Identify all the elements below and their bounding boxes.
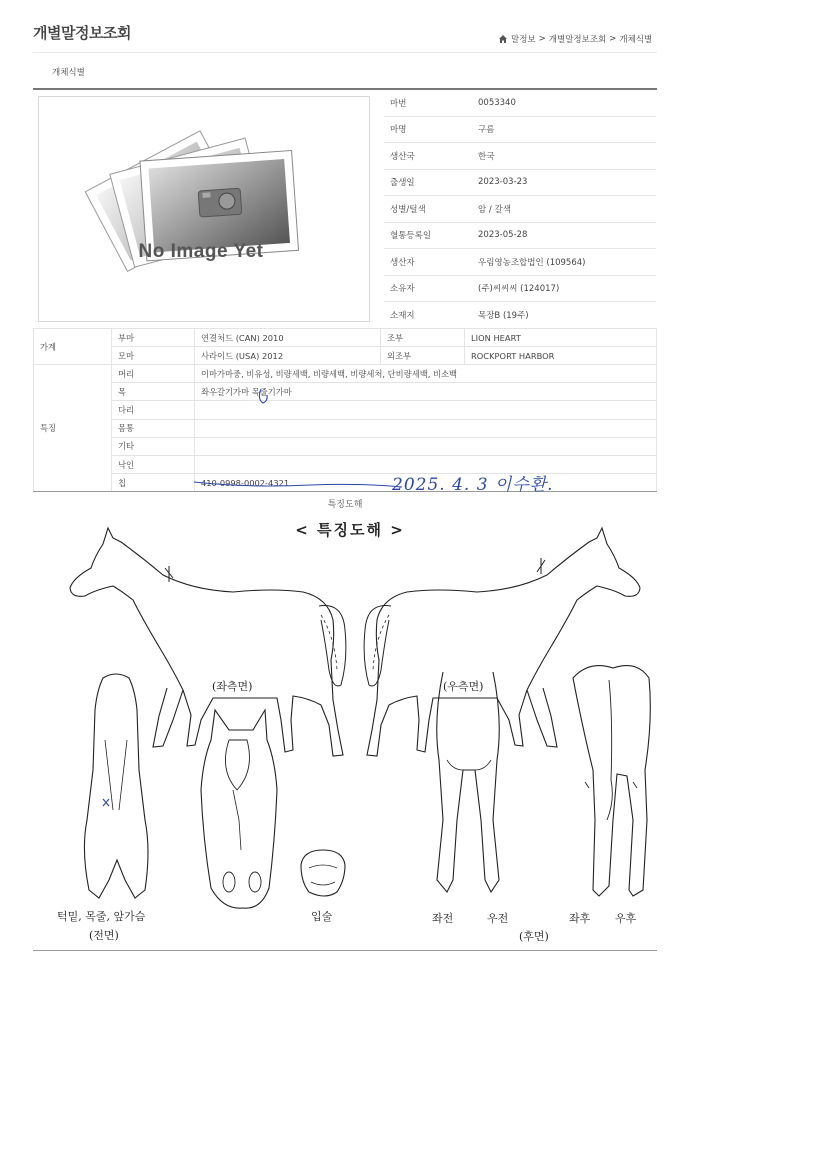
face-view-outline (201, 710, 277, 908)
info-value: 2023-05-28 (472, 222, 656, 249)
table-row (34, 365, 657, 383)
horse-info-table (384, 90, 656, 329)
diagram-bottom-divider (33, 950, 657, 951)
grandsire-value: LION HEART (465, 329, 657, 347)
feature-label: 목 (112, 383, 195, 401)
pedigree-table (33, 328, 657, 365)
table-row (384, 116, 656, 143)
info-label: 생산자 (384, 249, 472, 276)
info-label: 생산국 (384, 143, 472, 170)
info-label: 성별/털색 (384, 196, 472, 223)
no-image-icon (39, 97, 369, 321)
feature-value: 좌우갈기가마 목줄기가마 (195, 383, 657, 401)
front-parts-label: 턱밑, 목줄, 앞가슴 (57, 910, 146, 923)
table-row (384, 90, 656, 116)
header-divider (33, 52, 657, 53)
feature-value (195, 437, 657, 455)
horse-photo-placeholder (38, 96, 370, 322)
feature-label: 다리 (112, 401, 195, 419)
feature-label: 낙인 (112, 455, 195, 473)
left-side-horse-outline (70, 528, 346, 756)
table-row (34, 383, 657, 401)
feature-label: 칩 (112, 474, 195, 492)
table-row (384, 222, 656, 249)
table-row (384, 143, 656, 170)
feature-label: 기타 (112, 437, 195, 455)
chip-underline-mark (190, 476, 405, 490)
lips-view-outline (301, 850, 345, 896)
info-value: 암 / 갈색 (472, 196, 656, 223)
breadcrumb-item-identification: 개체식별 (619, 35, 653, 45)
feature-value: 410-0998-0002-4321 (195, 474, 657, 492)
info-value: 2023-03-23 (472, 169, 656, 196)
dam-label: 모마 (112, 347, 195, 365)
left-hind-label: 좌후 (569, 912, 591, 925)
feature-label: 몸통 (112, 419, 195, 437)
grandsire-label: 조부 (381, 329, 465, 347)
home-icon[interactable] (498, 34, 508, 44)
pedigree-group-label: 가계 (34, 329, 112, 365)
breadcrumb-item-individual-search[interactable]: 개별말정보조회 (548, 35, 607, 45)
page-title: 개별말정보조회 (33, 24, 131, 42)
horse-markings-diagram (33, 520, 657, 950)
info-label: 소재지 (384, 302, 472, 329)
table-row (34, 401, 657, 419)
table-row (384, 169, 656, 196)
feature-value (195, 419, 657, 437)
left-front-label: 좌전 (432, 912, 454, 925)
breadcrumb-item-horse-info[interactable]: 말정보 (511, 35, 536, 45)
info-label: 마번 (384, 90, 472, 116)
dam-value: 사라이드 (USA) 2012 (195, 347, 381, 365)
info-value: 우림영농조합법인 (109564) (472, 249, 656, 276)
tab-identification[interactable]: 개체식별 (52, 68, 85, 78)
table-row (384, 302, 656, 329)
feature-value: 이마가마중, 비유성, 비량세백, 비량세백, 비량세처, 단비량세백, 비소백 (195, 365, 657, 383)
damsire-value: ROCKPORT HARBOR (465, 347, 657, 365)
info-value: 구름 (472, 116, 656, 143)
neck-pen-mark (255, 387, 271, 407)
info-label: 혈통등록일 (384, 222, 472, 249)
info-value: 목장B (19주) (472, 302, 656, 329)
right-hind-label: 우후 (615, 912, 637, 925)
info-label: 마명 (384, 116, 472, 143)
info-label: 소유자 (384, 275, 472, 302)
right-side-label: (우측면) (443, 680, 484, 693)
left-side-label: (좌측면) (212, 680, 253, 693)
breadcrumb-separator: > (609, 34, 617, 44)
breadcrumb-separator: > (538, 34, 546, 44)
front-view-label: (전면) (89, 929, 119, 942)
right-side-horse-outline (364, 528, 640, 756)
feature-label: 머리 (112, 365, 195, 383)
features-group-label: 특징 (34, 365, 112, 492)
no-image-text: No Image Yet (138, 241, 264, 262)
sire-value: 연결처드 (CAN) 2010 (195, 329, 381, 347)
table-row (384, 249, 656, 276)
info-value: 0053340 (472, 90, 656, 116)
table-row (34, 329, 657, 347)
table-row (34, 419, 657, 437)
info-label: 출생일 (384, 169, 472, 196)
handwritten-signature-date: 2025. 4. 3 이수환. (392, 475, 554, 495)
features-bottom-divider (33, 491, 657, 492)
table-row (384, 196, 656, 223)
sire-label: 부마 (112, 329, 195, 347)
hind-view-outline (573, 666, 650, 896)
lips-label: 입술 (311, 910, 333, 923)
table-row (34, 455, 657, 473)
front-view-outline (84, 674, 148, 898)
front-legs-outline (437, 672, 500, 892)
info-value: 한국 (472, 143, 656, 170)
right-front-label: 우전 (487, 912, 509, 925)
diagram-title: < 특징도해 > (295, 521, 405, 539)
back-view-label: (후면) (519, 930, 549, 943)
table-row (34, 347, 657, 365)
info-value: (주)씨씨씨 (124017) (472, 275, 656, 302)
table-row (384, 275, 656, 302)
features-table (33, 364, 657, 492)
breadcrumb (498, 33, 652, 45)
damsire-label: 외조부 (381, 347, 465, 365)
table-row (34, 437, 657, 455)
diagram-caption: 특징도해 (327, 500, 363, 510)
